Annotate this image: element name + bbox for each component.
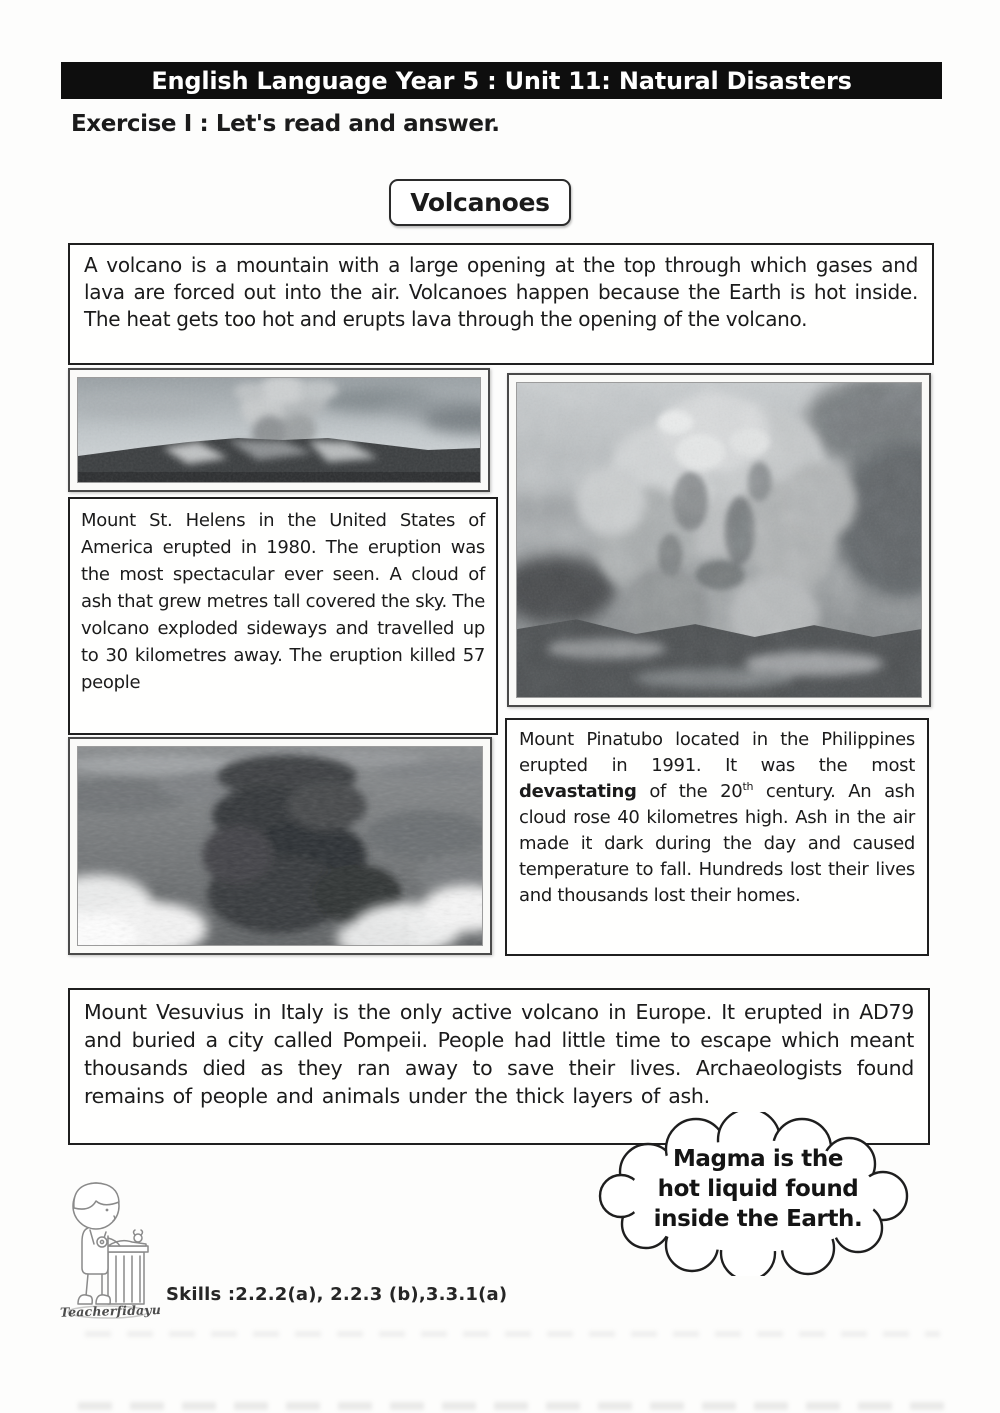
skills-label: Skills :2.2.2(a), 2.2.3 (b),3.3.1(a) [166, 1284, 508, 1305]
pinatubo-ash-cloud-image [516, 382, 922, 698]
ash-cloud-illustration [517, 383, 921, 697]
intro-text: A volcano is a mountain with a large opening at the top through which gases and lava are forced out into the air. Volcanoes happen because the Earth is hot inside. The heat gets too hot and erupts lava through the opening of the volcano. [84, 253, 918, 331]
magma-fact-text [596, 1112, 920, 1276]
pinatubo-text-part3: century. An ash cloud rose 40 kilometres high. Ash in the air made it dark during the day and caused temperature to fall. Hundreds lost their lives and thousands lost their homes. [519, 781, 915, 906]
magma-speech-bubble [596, 1112, 920, 1276]
unit-title: English Language Year 5 : Unit 11: Natural Disasters [151, 66, 852, 95]
aerial-eruption-photo [68, 737, 492, 955]
bubble-line-1: Magma is the [672, 1146, 844, 1172]
scan-artifact-top [85, 1331, 940, 1337]
pinatubo-paragraph-box [505, 718, 929, 956]
bubble-line-2: hot liquid found [657, 1176, 859, 1202]
topic-title-box [389, 179, 571, 226]
st-helens-text: Mount St. Helens in the United States of America erupted in 1980. The eruption was the most spectacular ever seen. A cloud of ash that grew metres tall covered the sky. The volcano exploded sideways and travelled up to 30 kilometres away. The eruption killed 57 people [81, 510, 485, 693]
mount-st-helens-eruption-image [77, 377, 481, 483]
scan-artifact-bottom [78, 1402, 946, 1410]
aerial-plume-illustration [78, 747, 482, 945]
volcano-eruption-illustration [78, 378, 480, 482]
publisher-watermark: Teacherfidayu [59, 1302, 162, 1320]
aerial-eruption-image [77, 746, 483, 946]
pinatubo-photo [507, 373, 931, 707]
st-helens-photo [68, 368, 490, 492]
unit-header-bar [61, 62, 942, 99]
pinatubo-text-part2: of the 20 [636, 781, 743, 802]
exercise-heading: Exercise I : Let's read and answer. [71, 111, 500, 137]
pinatubo-bold-word: devastating [519, 781, 637, 802]
st-helens-paragraph-box [68, 497, 498, 735]
topic-title: Volcanoes [410, 188, 550, 217]
pinatubo-text-part1: Mount Pinatubo located in the Philippines erupted in 1991. It was the most [519, 729, 915, 776]
vesuvius-text: Mount Vesuvius in Italy is the only active volcano in Europe. It erupted in AD79 and buried a city called Pompeii. People had little time to escape which meant thousands died as they ran away to save their lives. Archaeologists found remains of people and animals under the thick layers of ash. [84, 1000, 914, 1108]
ordinal-superscript: th [742, 780, 754, 793]
intro-paragraph-box [68, 243, 934, 365]
bubble-line-3: inside the Earth. [653, 1206, 863, 1232]
